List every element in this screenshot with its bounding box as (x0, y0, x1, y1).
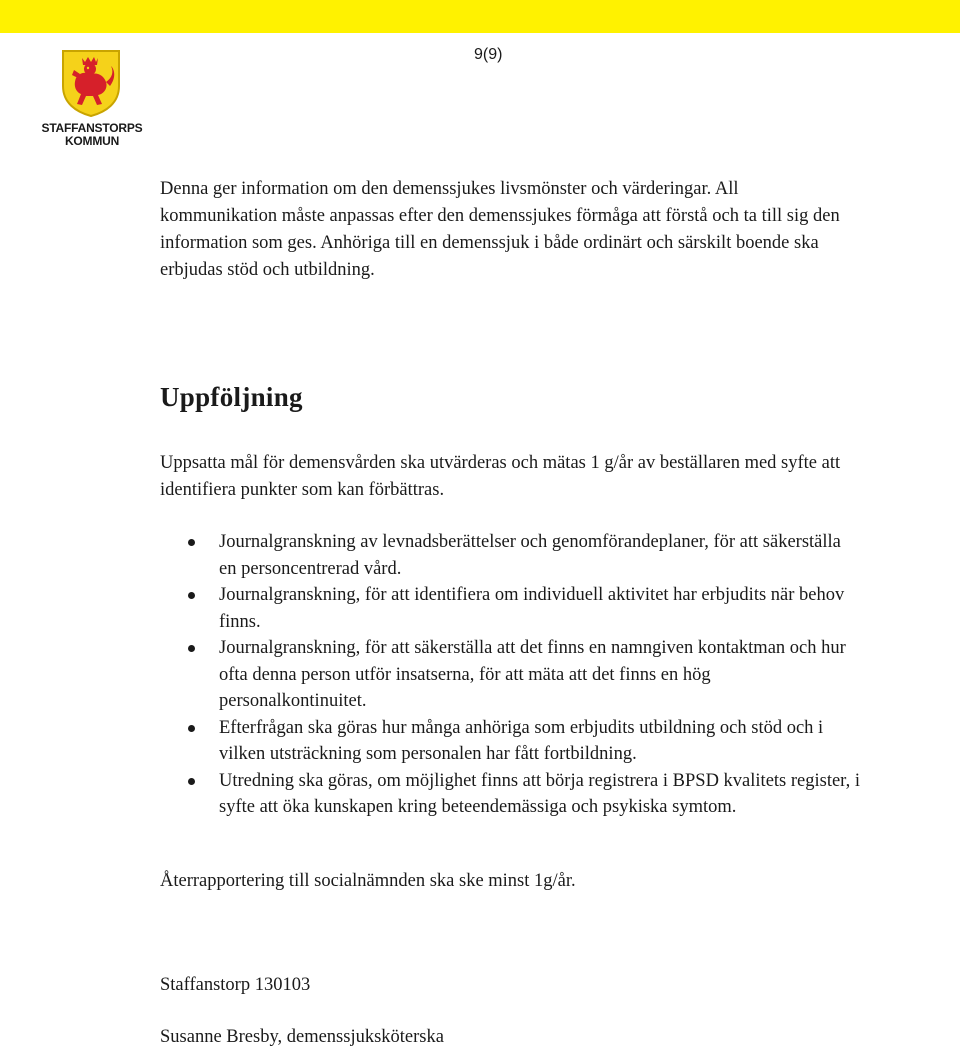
list-item-text: Utredning ska göras, om möjlighet finns att börja registrera i BPSD kvalitets register, i syfte att öka kunskapen kring beteendemässiga och psykiska symtom. (219, 770, 860, 817)
coat-of-arms-icon (60, 48, 122, 118)
intro-paragraph: Denna ger information om den demenssjukes livsmönster och värderingar. All kommunikation måste anpassas efter den demenssjukes förmåga att förstå och ta till sig den information som ges. Anhöriga till en demenssjuk i både ordinärt och särskilt boende ska erbjudas stöd och utbildning. (160, 179, 840, 280)
follow-up-list (160, 529, 860, 821)
list-item-text: Journalgranskning av levnadsberättelser och genomförandeplaner, för att säkerställa en personcentrerad vård. (219, 532, 841, 579)
bullet-icon (188, 778, 195, 785)
signature-line: Susanne Bresby, demenssjuksköterska (160, 1027, 444, 1047)
list-item (160, 715, 860, 768)
page-number: 9(9) (474, 46, 503, 63)
list-item (160, 582, 860, 635)
list-item-text: Journalgranskning, för att säkerställa att det finns en namngiven kontaktman och hur ofta denna person utför insatserna, för att mäta att det finns en hög personalkontinuitet. (219, 638, 846, 711)
section-heading: Uppföljning (160, 382, 303, 412)
top-color-band (0, 0, 960, 33)
logo-line-1: STAFFANSTORPS (41, 121, 143, 135)
place-and-date: Staffanstorp 130103 (160, 975, 311, 995)
list-item (160, 529, 860, 582)
bullet-icon (188, 645, 195, 652)
closing-statement: Återrapportering till socialnämnden ska ske minst 1g/år. (160, 871, 576, 891)
logo-line-2: KOMMUN (64, 134, 120, 148)
list-item-text: Efterfrågan ska göras hur många anhöriga som erbjudits utbildning och stöd och i vilken utsträckning som personalen har fått fortbildning. (219, 717, 824, 764)
municipality-logo (40, 48, 144, 152)
bullet-icon (188, 592, 195, 599)
bullet-icon (188, 725, 195, 732)
list-item (160, 768, 860, 821)
list-item-text: Journalgranskning, för att identifiera om individuell aktivitet har erbjudits när behov finns. (219, 585, 845, 632)
bullet-icon (188, 539, 195, 546)
section-paragraph: Uppsatta mål för demensvården ska utvärderas och mätas 1 g/år av beställaren med syfte att identifiera punkter som kan förbättras. (160, 453, 841, 500)
logo-wordmark (40, 122, 144, 148)
list-item (160, 635, 860, 715)
